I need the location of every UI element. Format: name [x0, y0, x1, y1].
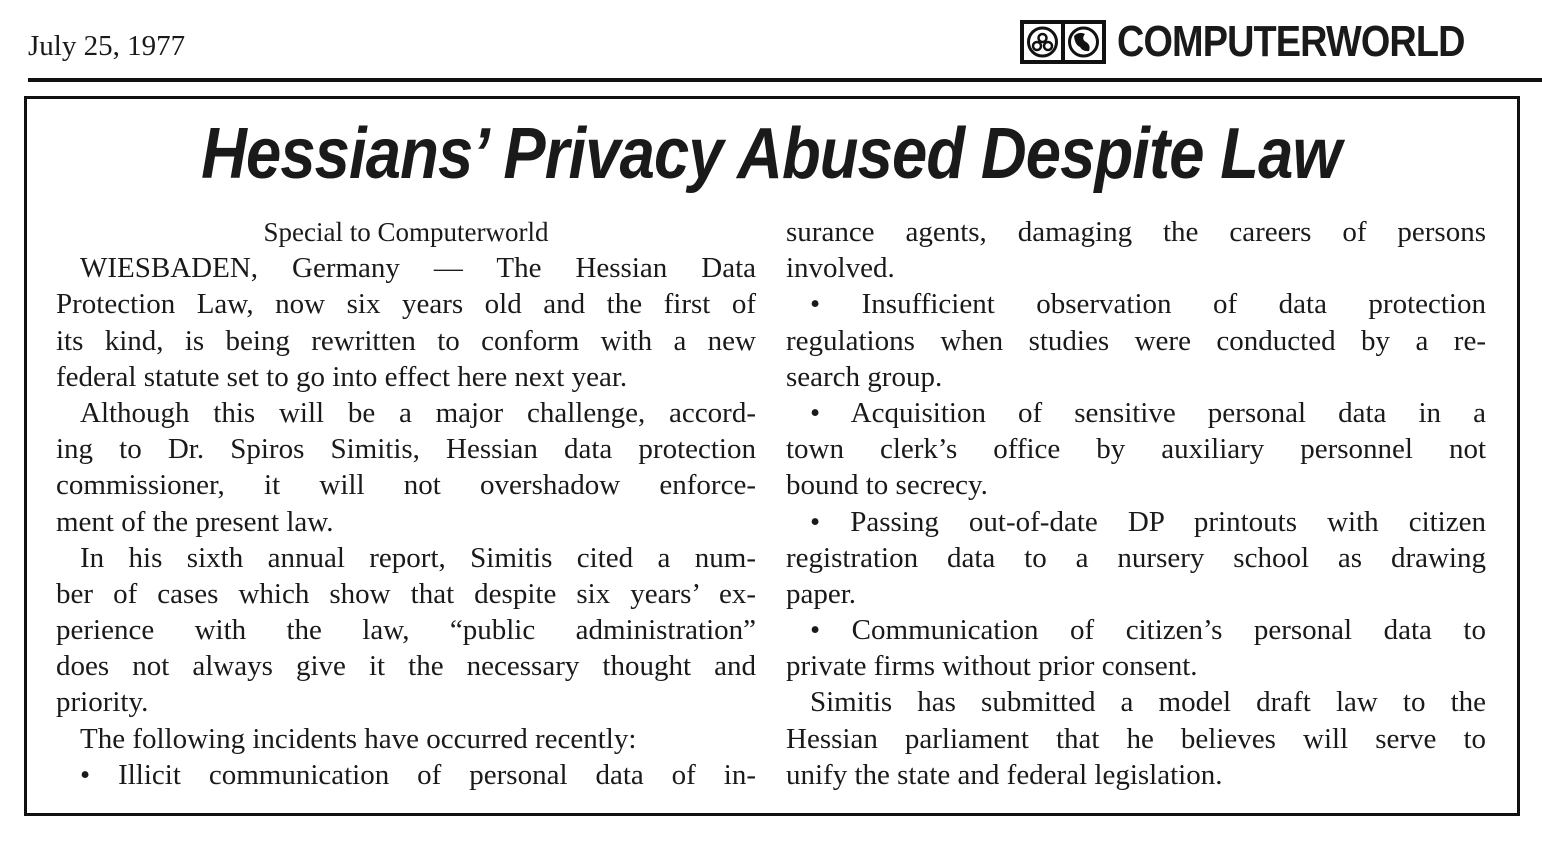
- text-line: ing to Dr. Spiros Simitis, Hessian data protection: [56, 433, 756, 466]
- text-line: registration data to a nursery school as drawing: [786, 541, 1486, 574]
- text-line: unify the state and federal legislation.: [786, 758, 1223, 791]
- article-headline: Hessians’ Privacy Abused Despite Law: [201, 114, 1341, 194]
- text-line: ber of cases which show that despite six years’ ex-: [56, 577, 756, 610]
- bullet-item-line: • Insufficient observation of data protection: [810, 288, 1486, 321]
- text-line: Hessian parliament that he believes will serve to: [786, 722, 1486, 755]
- text-line: bound to secrecy.: [786, 469, 988, 502]
- text-line: Although this will be a major challenge, accord-: [80, 396, 756, 429]
- text-line: does not always give it the necessary thought and: [56, 650, 756, 683]
- issue-date: July 25, 1977: [28, 30, 186, 62]
- text-line: its kind, is being rewritten to conform with a new: [56, 324, 756, 357]
- text-line: Simitis has submitted a model draft law to the: [810, 686, 1486, 719]
- text-line: ment of the present law.: [56, 505, 334, 538]
- text-line: commissioner, it will not overshadow enforce-: [56, 469, 756, 502]
- masthead: [1019, 14, 1487, 70]
- text-line: priority.: [56, 686, 149, 719]
- text-line: town clerk’s office by auxiliary personnel not: [786, 433, 1486, 466]
- text-line: paper.: [786, 577, 857, 610]
- bullet-item-line: • Acquisition of sensitive personal data in a: [810, 396, 1486, 429]
- article-column-right: [786, 214, 1486, 793]
- article-column-left: [56, 214, 756, 793]
- text-line: regulations when studies were conducted by a re-: [786, 324, 1486, 357]
- text-line: The following incidents have occurred recently:: [80, 722, 637, 755]
- computerworld-logo-icon: [1019, 19, 1107, 65]
- bullet-item-line: • Illicit communication of personal data of in-: [80, 758, 756, 791]
- text-line: In his sixth annual report, Simitis cited a num-: [80, 541, 756, 574]
- bullet-item-line: • Passing out-of-date DP printouts with citizen: [810, 505, 1486, 538]
- text-line: surance agents, damaging the careers of persons: [786, 216, 1486, 248]
- text-line: perience with the law, “public administration”: [56, 614, 756, 647]
- byline: Special to Computerworld: [263, 217, 549, 247]
- text-line: involved.: [786, 252, 895, 285]
- publication-name: COMPUTERWORLD: [1117, 17, 1465, 66]
- text-line: Protection Law, now six years old and the first of: [56, 288, 756, 321]
- text-line: federal statute set to go into effect here next year.: [56, 360, 628, 393]
- bullet-item-line: • Communication of citizen’s personal data to: [810, 614, 1486, 647]
- text-line: private firms without prior consent.: [786, 650, 1198, 683]
- header-rule: [28, 78, 1542, 82]
- text-line: WIESBADEN, Germany — The Hessian Data: [80, 252, 756, 285]
- text-line: search group.: [786, 360, 943, 393]
